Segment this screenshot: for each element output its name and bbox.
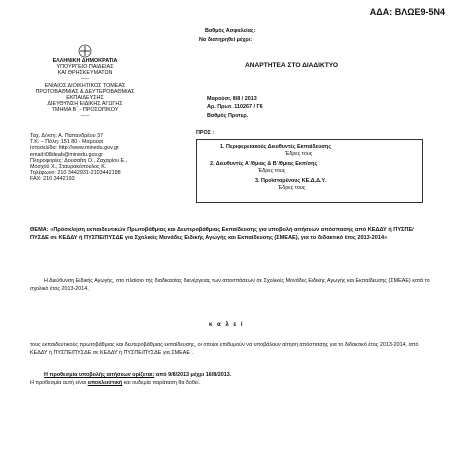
- ministry-line-4: ΕΝΙΑΙΟΣ ΔΙΟΙΚΗΤΙΚΟΣ ΤΟΜΕΑΣ: [44, 82, 126, 89]
- deadline-line: [44, 372, 231, 378]
- ministry-line-6: ΕΚΠΑΙΔΕΥΣΗΣ: [66, 95, 104, 102]
- security-label: Βαθμός Ασφαλείας:: [205, 28, 256, 34]
- retention-label: Να διατηρηθεί μέχρι:: [199, 37, 253, 43]
- contact-phone: Τηλέφωνο: 210 3442931-2103442198: [30, 170, 121, 177]
- contact-info: Πληροφορίες: Δουσαΐτη Ο., Ζαχαρίου Ε.,: [30, 157, 128, 164]
- subject-label: ΘΕΜΑ:: [30, 227, 49, 233]
- ministry-line-8: ΤΜΗΜΑ Β΄ - ΠΡΟΣΩΠΙΚΟΥ: [51, 107, 119, 114]
- protocol-line: Αρ. Πρωτ. 110267 / Γ6: [207, 104, 263, 110]
- subject-text: «Πρόσκληση εκπαιδευτικών Πρωτοβάθμιας και Δευτεροβάθμιας Εκπαίδευσης για υποβολή αιτήσεων απόσπασης από ΚΕΔΔΥ ή ΠΥΣΠΕ/ΠΥΣΔΕ σε ΚΕΔΔΥ ή ΠΥΣΠΕ/ΠΥΣΔΕ για Σχολικές Μονάδες Ειδικής Αγωγής και Εκπαίδευσης (ΣΜΕΑΕ), για το διδακτικό έτος 2013-2014»: [30, 227, 414, 241]
- ministry-header: [30, 58, 140, 118]
- recipient-1-sub: Έδρες τους: [285, 151, 313, 157]
- ministry-line-2: ΥΠΟΥΡΓΕΙΟ ΠΑΙΔΕΙΑΣ: [56, 64, 114, 71]
- body-paragraph-1: Η Διεύθυνση Ειδικής Αγωγής, στο πλαίσιο της διαδικασίας διενέργειας των αποσπάσεων σε Σχολικές Μονάδες Ειδικής Αγωγής και Εκπαίδευσης (ΣΜΕΑΕ) κατά το σχολικό έτος 2013-2014,: [30, 278, 430, 292]
- final-line: [30, 380, 200, 386]
- deadline-label: Η προθεσμία υποβολής αιτήσεων ορίζεται:: [44, 372, 155, 378]
- separator-2: -----: [80, 112, 90, 119]
- final-suffix: και ουδεμία παράταση θα δοθεί.: [123, 380, 201, 386]
- priority-line: Βαθμός Προτερ.: [207, 113, 249, 119]
- contact-postal: Τ.Κ. – Πόλη: 151 80 - Μαρούσι: [30, 139, 104, 146]
- kalei-heading: κ α λ ε ί: [208, 322, 245, 328]
- ministry-line-1: ΕΛΛΗΝΙΚΗ ΔΗΜΟΚΡΑΤΙΑ: [52, 58, 118, 64]
- recipient-3: 3. Προϊσταμένους ΚΕ.Δ.Δ.Υ.: [255, 178, 326, 184]
- subject-block: [30, 227, 430, 242]
- ada-code: ΑΔΑ: ΒΛΩΕ9-5Ν4: [369, 7, 445, 17]
- final-prefix: Η προθεσμία αυτή είναι: [30, 380, 87, 386]
- separator-1: -----: [80, 75, 90, 82]
- contact-address: Ταχ. Δ/νση: Α. Παπανδρέου 37: [30, 133, 104, 139]
- recipient-1: 1. Περιφερειακούς Διευθυντές Εκπαίδευσης: [220, 144, 332, 150]
- contact-block: [30, 133, 127, 183]
- contact-email: email:t08deab@minedu.gov.gr: [30, 151, 104, 158]
- greek-emblem-icon: [78, 44, 92, 58]
- ministry-line-3: ΚΑΙ ΘΡΗΣΚΕΥΜΑΤΩΝ: [57, 70, 113, 77]
- date-line: Μαρούσι, 8/8 / 2013: [207, 96, 257, 102]
- contact-fax: FAX: 210 3442193: [30, 176, 75, 183]
- recipient-3-sub: Έδρες τους: [278, 185, 306, 191]
- final-bold: αποκλειστική: [87, 380, 123, 386]
- deadline-value: από 9/8/2013 μέχρι 16/8/2013.: [155, 372, 232, 378]
- body-paragraph-2: τους εκπαιδευτικούς πρωτοβάθμιας και δευτεροβάθμιας εκπαίδευσης, οι οποίοι επιθυμούν να υποβάλουν αίτηση απόσπασης για το διδακτικό έτος 2013-2014, από ΚΕΔΔΥ ή ΠΥΣΠΕ/ΠΥΣΔΕ σε ΚΕΔΔΥ ή ΠΥΣΠΕ/ΠΥΣΔΕ για ΣΜΕΑΕ .: [30, 342, 419, 356]
- contact-info-2: Μοσχού Χ., Σταυρακόπουλος Κ.: [30, 164, 107, 171]
- recipient-2-sub: Έδρες τους: [258, 168, 286, 174]
- ministry-line-5: ΠΡΩΤΟΒΑΘΜΙΑΣ & ΔΕΥΤΕΡΟΒΑΘΜΙΑΣ: [35, 88, 135, 95]
- posted-notice: ΑΝΑΡΤΗΤΕΑ ΣΤΟ ΔΙΑΔΙΚΤΥΟ: [245, 62, 339, 69]
- recipient-2: 2. Διευθυντές Α΄/θμιας & Β΄/θμιας Εκπ/σης: [210, 161, 318, 167]
- ministry-line-7: ΔΙΕΥΘΥΝΣΗ ΕΙΔΙΚΗΣ ΑΓΩΓΗΣ: [47, 101, 123, 108]
- contact-website: Ιστοσελίδα: http://www.minedu.gov.gr: [30, 145, 119, 152]
- recipients-label: ΠΡΟΣ :: [196, 130, 215, 136]
